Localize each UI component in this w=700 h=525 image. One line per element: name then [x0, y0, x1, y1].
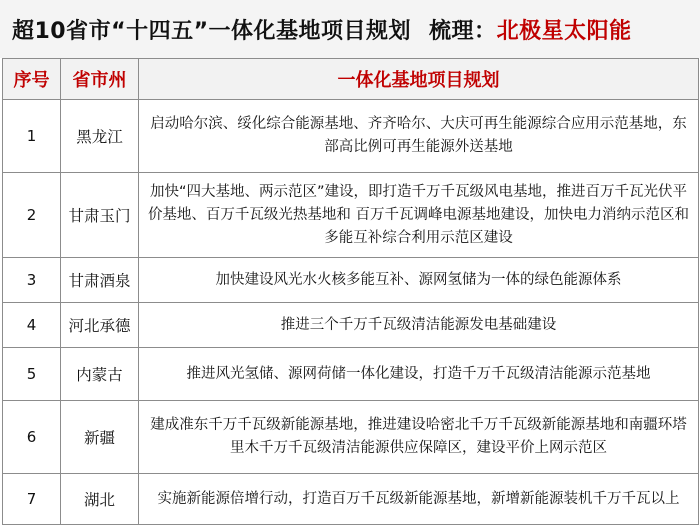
row-seq: 3: [3, 258, 61, 303]
header-plan: 一体化基地项目规划: [139, 59, 699, 100]
row-province: 甘肃玉门: [61, 173, 139, 258]
source-name: 北极星太阳能: [496, 18, 632, 44]
table-row: [3, 303, 699, 348]
row-plan: 启动哈尔滨、绥化综合能源基地、齐齐哈尔、大庆可再生能源综合应用示范基地，东部高比例可再生能源外送基地: [139, 100, 699, 173]
page-title: 超10省市“十四五”一体化基地项目规划: [12, 18, 412, 44]
row-plan: 加快建设风光水火核多能互补、源网氢储为一体的绿色能源体系: [139, 258, 699, 303]
row-province: 湖北: [61, 474, 139, 525]
row-province: 河北承德: [61, 303, 139, 348]
row-seq: 2: [3, 173, 61, 258]
row-province: 甘肃酒泉: [61, 258, 139, 303]
table-row: [3, 100, 699, 173]
row-seq: 4: [3, 303, 61, 348]
header-seq: 序号: [3, 59, 61, 100]
row-province: 黑龙江: [61, 100, 139, 173]
row-plan: 实施新能源倍增行动，打造百万千瓦级新能源基地，新增新能源装机千万千瓦以上: [139, 474, 699, 525]
table-row: [3, 348, 699, 401]
source-label: 梳理：: [429, 18, 497, 44]
row-seq: 1: [3, 100, 61, 173]
table-row: [3, 258, 699, 303]
row-plan: 加快“四大基地、两示范区”建设，即打造千万千瓦级风电基地，推进百万千瓦光伏平价基地、百万千瓦级光热基地和 百万千瓦调峰电源基地建设，加快电力消纳示范区和多能互补综合利用示范区建设: [139, 173, 699, 258]
row-plan: 建成准东千万千瓦级新能源基地，推进建设哈密北千万千瓦级新能源基地和南疆环塔里木千万千瓦级清洁能源供应保障区，建设平价上网示范区: [139, 401, 699, 474]
header-row: [3, 59, 699, 100]
row-province: 新疆: [61, 401, 139, 474]
row-plan: 推进风光氢储、源网荷储一体化建设，打造千万千瓦级清洁能源示范基地: [139, 348, 699, 401]
plan-table: [2, 58, 699, 525]
title-bar: [0, 0, 700, 58]
table-row: [3, 401, 699, 474]
table-row: [3, 474, 699, 525]
row-seq: 7: [3, 474, 61, 525]
row-seq: 5: [3, 348, 61, 401]
row-seq: 6: [3, 401, 61, 474]
header-province: 省市州: [61, 59, 139, 100]
table-row: [3, 173, 699, 258]
row-province: 内蒙古: [61, 348, 139, 401]
row-plan: 推进三个千万千瓦级清洁能源发电基础建设: [139, 303, 699, 348]
